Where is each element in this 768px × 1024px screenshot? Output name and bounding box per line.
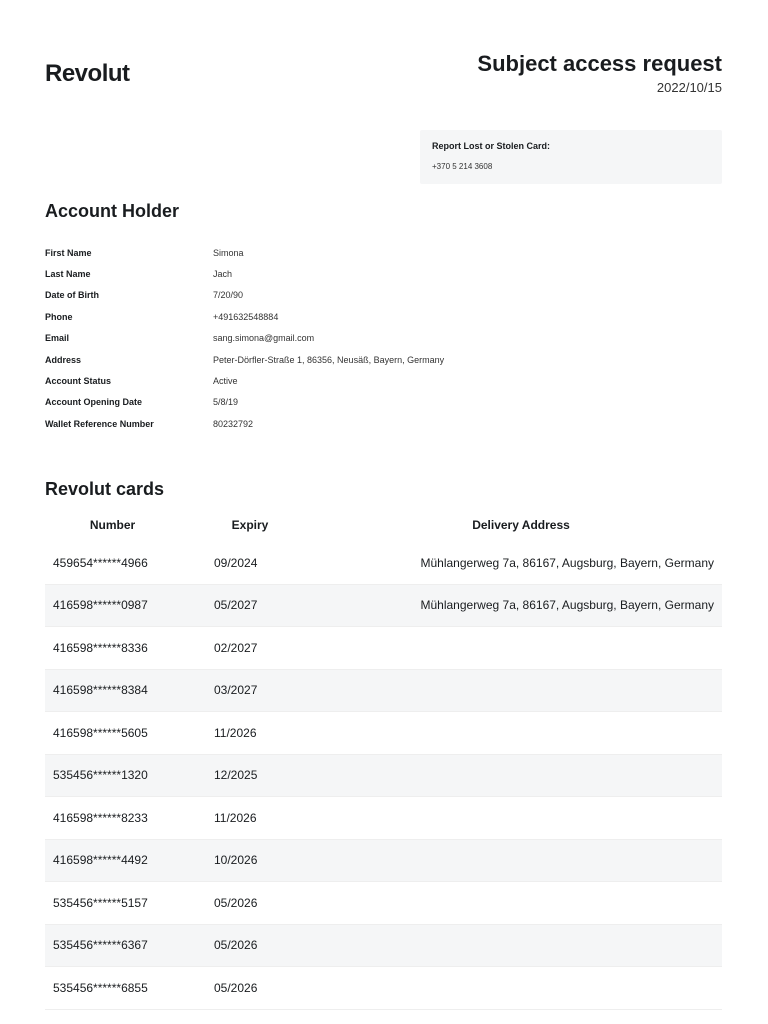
field-date-of-birth (45, 285, 725, 306)
field-value: 7/20/90 (213, 290, 244, 301)
card-number: 535456******6855 (53, 980, 148, 995)
field-first-name (45, 242, 725, 263)
field-phone (45, 306, 725, 327)
column-header-expiry: Expiry (231, 518, 269, 532)
card-delivery-address: Mühlangerweg 7a, 86167, Augsburg, Bayern, Germany (420, 598, 714, 613)
card-number: 535456******1320 (53, 768, 148, 783)
table-row (45, 925, 722, 968)
card-number: 416598******5605 (53, 725, 148, 740)
field-value: Active (213, 376, 238, 387)
card-delivery-address: Mühlangerweg 7a, 86167, Augsburg, Bayern, Germany (420, 555, 714, 570)
column-header-delivery-address: Delivery Address (472, 518, 570, 532)
revolut-cards-title: Revolut cards (45, 479, 165, 499)
card-expiry: 10/2026 (214, 853, 258, 868)
table-row (45, 840, 722, 883)
field-last-name (45, 263, 725, 284)
card-expiry: 05/2026 (214, 938, 258, 953)
field-key: Account Opening Date (45, 397, 143, 408)
card-number: 416598******8233 (53, 810, 148, 825)
card-expiry: 02/2027 (214, 640, 258, 655)
table-row (45, 585, 722, 628)
field-value: 80232792 (213, 418, 254, 429)
field-key: Last Name (45, 269, 91, 280)
account-holder-title: Account Holder (45, 201, 180, 221)
page-title: Subject access request (477, 51, 722, 76)
field-value: 5/8/19 (213, 397, 239, 408)
card-number: 416598******8384 (53, 683, 148, 698)
card-number: 416598******8336 (53, 640, 148, 655)
card-expiry: 09/2024 (214, 555, 258, 570)
field-wallet-reference-number (45, 413, 725, 434)
table-row (45, 542, 722, 585)
card-expiry: 11/2026 (214, 810, 257, 825)
table-row (45, 882, 722, 925)
table-row (45, 712, 722, 755)
field-key: Phone (45, 311, 73, 322)
field-key: Wallet Reference Number (45, 418, 154, 429)
lost-card-label: Report Lost or Stolen Card: (432, 141, 551, 151)
table-row (45, 670, 722, 713)
card-expiry: 05/2026 (214, 895, 258, 910)
field-key: Address (45, 354, 82, 365)
field-value: Jach (213, 269, 233, 280)
card-expiry: 12/2025 (214, 768, 258, 783)
account-holder-table (45, 242, 725, 435)
table-row (45, 627, 722, 670)
revolut-logo: Revolut (45, 60, 130, 87)
column-header-number: Number (89, 518, 136, 532)
cards-table (45, 514, 722, 1010)
table-row (45, 755, 722, 798)
field-email (45, 328, 725, 349)
card-expiry: 05/2027 (214, 598, 258, 613)
card-number: 416598******4492 (53, 853, 148, 868)
card-expiry: 03/2027 (214, 683, 258, 698)
lost-card-phone[interactable]: +370 5 214 3608 (432, 162, 493, 171)
field-key: Email (45, 333, 70, 344)
field-value[interactable]: sang.simona@gmail.com (213, 333, 315, 344)
cards-table-body (45, 542, 722, 1010)
card-expiry: 11/2026 (214, 725, 257, 740)
field-value: Peter-Dörfler-Straße 1, 86356, Neusäß, Bayern, Germany (213, 354, 445, 365)
lost-card-box (420, 130, 722, 184)
table-row (45, 967, 722, 1010)
card-expiry: 05/2026 (214, 980, 258, 995)
field-key: Account Status (45, 376, 112, 387)
field-value: Simona (213, 247, 244, 258)
cards-table-header (45, 514, 722, 536)
field-address (45, 349, 725, 370)
field-account-status (45, 370, 725, 391)
card-number: 416598******0987 (53, 598, 148, 613)
table-row (45, 797, 722, 840)
document-date: 2022/10/15 (656, 80, 722, 95)
field-key: First Name (45, 247, 92, 258)
card-number: 459654******4966 (53, 555, 148, 570)
field-key: Date of Birth (45, 290, 99, 301)
card-number: 535456******6367 (53, 938, 148, 953)
field-account-opening-date (45, 392, 725, 413)
card-number: 535456******5157 (53, 895, 148, 910)
field-value: +491632548884 (213, 311, 279, 322)
